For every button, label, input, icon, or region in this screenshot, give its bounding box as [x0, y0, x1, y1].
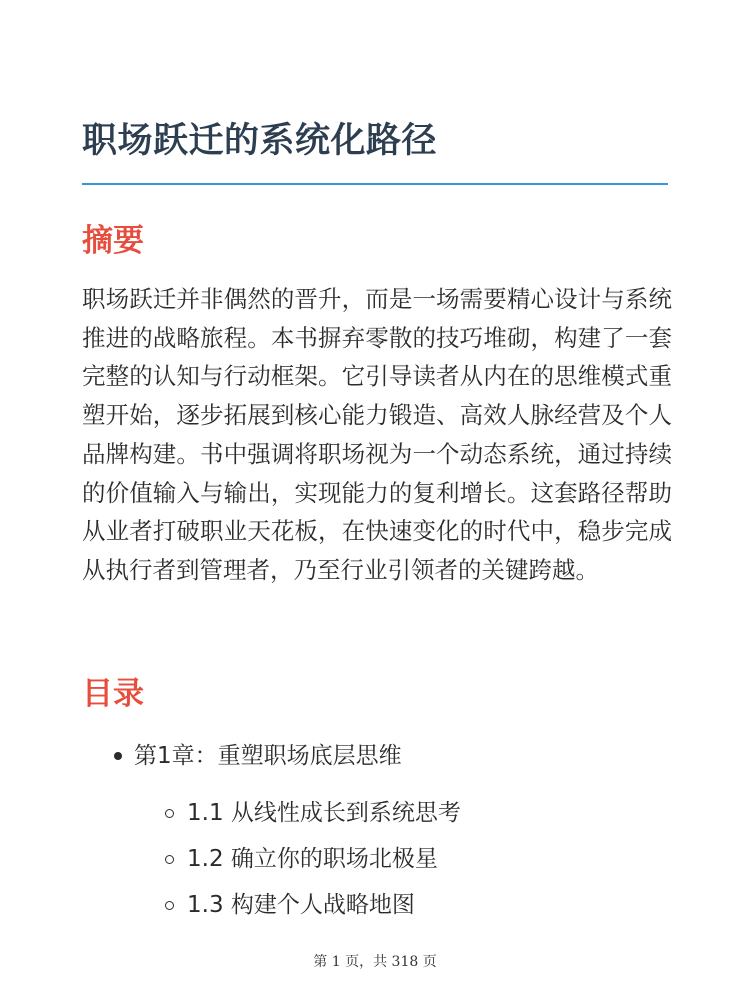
abstract-paragraph: 职场跃迁并非偶然的晋升，而是一场需要精心设计与系统推进的战略旅程。本书摒弃零散的技巧堆砌，构建了一套完整的认知与行动框架。它引导读者从内在的思维模式重塑开始，逐步拓展到核心能力锻造、高效人脉经营及个人品牌构建。书中强调将职场视为一个动态系统，通过持续的价值输入与输出，实现能力的复利增长。这套路径帮助从业者打破职业天花板，在快速变化的时代中，稳步完成从执行者到管理者，乃至行业引领者的关键跨越。	[82, 285, 672, 584]
bullet-circle-icon	[165, 855, 174, 864]
book-title: 职场跃迁的系统化路径	[82, 121, 438, 161]
toc-section-label: 1.3 构建个人战略地图	[187, 892, 415, 918]
bullet-circle-icon	[165, 901, 174, 910]
toc-section-label: 1.2 确立你的职场北极星	[187, 846, 438, 872]
bullet-circle-icon	[165, 809, 174, 818]
toc-list	[82, 736, 668, 928]
toc-section-1-1[interactable]	[134, 790, 668, 836]
toc-heading: 目录	[82, 676, 144, 712]
toc-chapter-1[interactable]	[82, 736, 668, 928]
toc-section-label: 1.1 从线性成长到系统思考	[187, 800, 461, 826]
toc-section-1-3[interactable]	[134, 882, 668, 928]
abstract-heading: 摘要	[82, 223, 144, 259]
page-number-footer: 第 1 页，共 318 页	[313, 954, 437, 970]
title-divider	[82, 183, 668, 185]
toc-sub-list	[134, 790, 668, 928]
toc-chapter-label: 第1章：重塑职场底层思维	[134, 743, 402, 769]
toc-section-1-2[interactable]	[134, 836, 668, 882]
bullet-disc-icon	[114, 752, 122, 760]
